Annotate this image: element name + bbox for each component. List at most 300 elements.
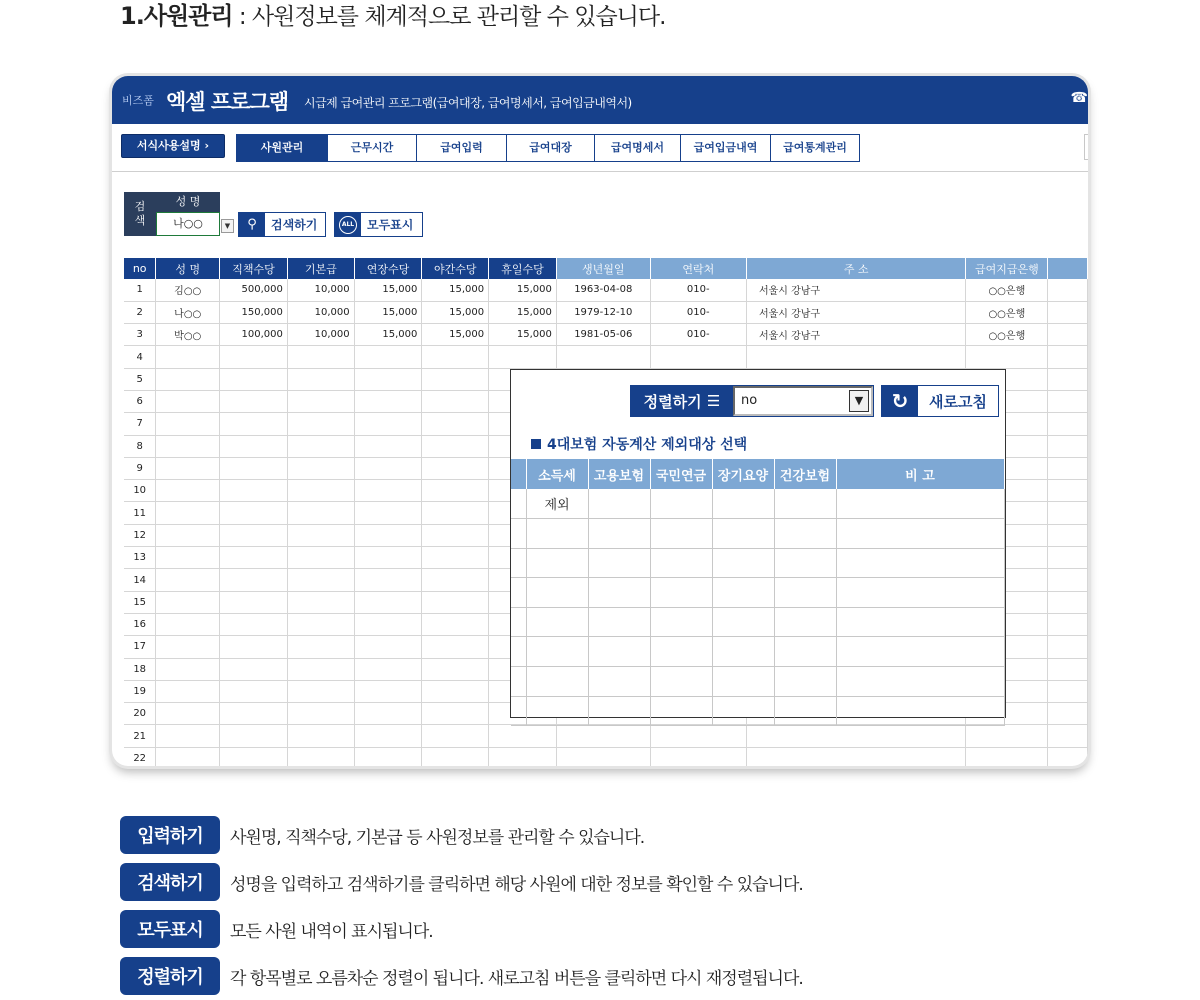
insurance-spacer-cell[interactable] [511, 489, 526, 519]
empty-cell[interactable] [422, 703, 489, 725]
empty-cell[interactable] [354, 368, 422, 390]
insurance-cell[interactable] [526, 578, 588, 608]
empty-cell[interactable] [156, 725, 220, 747]
table-row[interactable] [124, 279, 1088, 301]
tab-salary-input[interactable]: 급여입력 [417, 135, 507, 161]
insurance-cell[interactable] [588, 696, 650, 726]
empty-cell[interactable] [354, 524, 422, 546]
insurance-cell[interactable] [588, 489, 650, 519]
insurance-cell[interactable] [774, 519, 836, 549]
insurance-row[interactable] [511, 519, 1004, 549]
empty-cell[interactable] [156, 390, 220, 412]
empty-cell[interactable] [220, 547, 288, 569]
empty-cell[interactable] [287, 368, 354, 390]
insurance-row[interactable] [511, 607, 1004, 637]
insurance-cell[interactable] [836, 607, 1004, 637]
cell-no[interactable]: 10 [124, 480, 156, 502]
empty-cell[interactable] [650, 346, 746, 368]
insurance-cell[interactable] [588, 637, 650, 667]
empty-cell[interactable] [489, 725, 557, 747]
chevron-down-icon[interactable]: ▼ [221, 219, 234, 233]
cell-no[interactable]: 4 [124, 346, 156, 368]
cell-bank[interactable]: ○○은행 [966, 324, 1048, 346]
empty-cell[interactable] [220, 480, 288, 502]
empty-cell[interactable] [287, 703, 354, 725]
empty-cell[interactable] [556, 747, 650, 766]
empty-cell[interactable] [287, 413, 354, 435]
cell-no[interactable]: 5 [124, 368, 156, 390]
insurance-spacer-cell[interactable] [511, 607, 526, 637]
empty-cell[interactable] [156, 457, 220, 479]
search-side-label [124, 192, 156, 236]
cell-name[interactable]: 박○○ [156, 324, 220, 346]
title-bar [112, 76, 1088, 124]
heading-title: 1.사원관리 [120, 2, 233, 30]
insurance-cell[interactable] [774, 607, 836, 637]
insurance-cell[interactable] [836, 578, 1004, 608]
empty-cell[interactable] [422, 747, 489, 766]
dropdown-arrow-icon[interactable]: ▼ [849, 390, 869, 412]
insurance-cell[interactable] [650, 489, 712, 519]
cell-holiday[interactable]: 15,000 [489, 324, 557, 346]
table-row[interactable] [124, 725, 1088, 747]
cell-bank[interactable]: ○○은행 [966, 301, 1048, 323]
insurance-cell[interactable] [712, 489, 774, 519]
empty-cell[interactable] [156, 480, 220, 502]
cell-address[interactable]: 서울시 강남구 [746, 324, 966, 346]
tab-statistics[interactable]: 급여통계관리 [771, 135, 859, 161]
empty-cell[interactable] [1048, 413, 1088, 435]
cell-extra[interactable] [1048, 324, 1088, 346]
empty-cell[interactable] [354, 435, 422, 457]
tab-payslip[interactable]: 급여명세서 [595, 135, 681, 161]
insurance-cell[interactable] [712, 519, 774, 549]
empty-cell[interactable] [422, 591, 489, 613]
insurance-cell[interactable] [712, 667, 774, 697]
table-row[interactable] [124, 747, 1088, 766]
insurance-cell[interactable] [712, 607, 774, 637]
insurance-cell[interactable] [836, 519, 1004, 549]
cell-contact[interactable]: 010- [650, 301, 746, 323]
empty-cell[interactable] [287, 480, 354, 502]
empty-cell[interactable] [354, 413, 422, 435]
cell-no[interactable]: 8 [124, 435, 156, 457]
toolbar-scroll [1084, 134, 1088, 160]
empty-cell[interactable] [422, 502, 489, 524]
table-row[interactable] [124, 324, 1088, 346]
cell-position-allowance[interactable]: 100,000 [220, 324, 288, 346]
cell-no[interactable]: 12 [124, 524, 156, 546]
empty-cell[interactable] [422, 457, 489, 479]
empty-cell[interactable] [287, 636, 354, 658]
empty-cell[interactable] [287, 591, 354, 613]
cell-no[interactable]: 3 [124, 324, 156, 346]
empty-cell[interactable] [650, 747, 746, 766]
empty-cell[interactable] [220, 368, 288, 390]
empty-cell[interactable] [966, 747, 1048, 766]
cell-no[interactable]: 13 [124, 547, 156, 569]
insurance-cell[interactable] [526, 637, 588, 667]
table-row[interactable] [124, 301, 1088, 323]
empty-cell[interactable] [156, 502, 220, 524]
empty-cell[interactable] [220, 457, 288, 479]
empty-cell[interactable] [1048, 346, 1088, 368]
table-row[interactable] [124, 346, 1088, 368]
insurance-cell[interactable] [712, 637, 774, 667]
insurance-cell[interactable] [774, 696, 836, 726]
empty-cell[interactable] [287, 613, 354, 635]
empty-cell[interactable] [156, 435, 220, 457]
col-header-name[interactable]: 성 명 [156, 258, 220, 279]
empty-cell[interactable] [1048, 502, 1088, 524]
empty-cell[interactable] [287, 524, 354, 546]
empty-cell[interactable] [422, 368, 489, 390]
cell-bank[interactable]: ○○은행 [966, 279, 1048, 301]
cell-no[interactable]: 22 [124, 747, 156, 766]
empty-cell[interactable] [287, 390, 354, 412]
sort-select[interactable] [733, 386, 873, 416]
page-heading [120, 0, 665, 36]
empty-cell[interactable] [354, 658, 422, 680]
col-header-holiday[interactable]: 휴일수당 [489, 258, 557, 279]
insurance-cell[interactable] [650, 696, 712, 726]
legend-search-desc: 성명을 입력하고 검색하기를 클릭하면 해당 사원에 대한 정보를 확인할 수 있습니다. [230, 874, 803, 895]
empty-cell[interactable] [746, 725, 966, 747]
cell-position-allowance[interactable]: 500,000 [220, 279, 288, 301]
empty-cell[interactable] [354, 591, 422, 613]
empty-cell[interactable] [220, 569, 288, 591]
cell-overtime[interactable]: 15,000 [354, 324, 422, 346]
col-header-birthdate[interactable]: 생년월일 [556, 258, 650, 279]
insurance-cell[interactable] [588, 607, 650, 637]
empty-cell[interactable] [1048, 569, 1088, 591]
tab-worktime[interactable]: 근무시간 [328, 135, 417, 161]
insurance-cell[interactable] [588, 548, 650, 578]
cell-night[interactable]: 15,000 [422, 279, 489, 301]
cell-base-pay[interactable]: 10,000 [287, 324, 354, 346]
empty-cell[interactable] [156, 658, 220, 680]
empty-cell[interactable] [1048, 636, 1088, 658]
col-header-position-allowance[interactable]: 직책수당 [220, 258, 288, 279]
cell-no[interactable]: 20 [124, 703, 156, 725]
cell-extra[interactable] [1048, 301, 1088, 323]
empty-cell[interactable] [1048, 547, 1088, 569]
empty-cell[interactable] [489, 346, 557, 368]
empty-cell[interactable] [156, 703, 220, 725]
empty-cell[interactable] [422, 658, 489, 680]
empty-cell[interactable] [354, 636, 422, 658]
insurance-spacer-cell[interactable] [511, 696, 526, 726]
empty-cell[interactable] [354, 480, 422, 502]
insurance-col-employment: 고용보험 [588, 459, 650, 489]
empty-cell[interactable] [220, 435, 288, 457]
empty-cell[interactable] [422, 613, 489, 635]
cell-no[interactable]: 14 [124, 569, 156, 591]
empty-cell[interactable] [422, 569, 489, 591]
insurance-cell[interactable] [836, 667, 1004, 697]
empty-cell[interactable] [287, 747, 354, 766]
insurance-cell[interactable] [526, 607, 588, 637]
cell-extra[interactable] [1048, 279, 1088, 301]
empty-cell[interactable] [220, 346, 288, 368]
insurance-cell[interactable] [526, 548, 588, 578]
insurance-col-note: 비 고 [836, 459, 1004, 489]
search-button[interactable] [238, 212, 326, 237]
cell-address[interactable]: 서울시 강남구 [746, 301, 966, 323]
empty-cell[interactable] [489, 747, 557, 766]
empty-cell[interactable] [287, 346, 354, 368]
insurance-row[interactable] [511, 489, 1004, 519]
empty-cell[interactable] [354, 569, 422, 591]
empty-cell[interactable] [156, 636, 220, 658]
empty-cell[interactable] [354, 457, 422, 479]
empty-cell[interactable] [156, 413, 220, 435]
empty-cell[interactable] [422, 480, 489, 502]
insurance-cell[interactable] [712, 548, 774, 578]
col-header-bank[interactable]: 급여지급은행 [966, 258, 1048, 279]
empty-cell[interactable] [422, 636, 489, 658]
empty-cell[interactable] [287, 435, 354, 457]
insurance-cell[interactable] [774, 548, 836, 578]
insurance-row[interactable] [511, 667, 1004, 697]
cell-no[interactable]: 16 [124, 613, 156, 635]
empty-cell[interactable] [1048, 480, 1088, 502]
empty-cell[interactable] [287, 658, 354, 680]
cell-no[interactable]: 17 [124, 636, 156, 658]
insurance-cell[interactable] [712, 696, 774, 726]
insurance-cell[interactable]: 제외 [526, 489, 588, 519]
col-header-night[interactable]: 야간수당 [422, 258, 489, 279]
sort-button[interactable] [631, 386, 733, 416]
cell-position-allowance[interactable]: 150,000 [220, 301, 288, 323]
empty-cell[interactable] [354, 346, 422, 368]
insurance-cell[interactable] [774, 667, 836, 697]
legend-search [120, 863, 803, 901]
insurance-cell[interactable] [774, 578, 836, 608]
empty-cell[interactable] [422, 547, 489, 569]
empty-cell[interactable] [354, 547, 422, 569]
insurance-cell[interactable] [588, 578, 650, 608]
cell-no[interactable]: 9 [124, 457, 156, 479]
empty-cell[interactable] [354, 390, 422, 412]
empty-cell[interactable] [354, 703, 422, 725]
legend-sort-desc: 각 항목별로 오름차순 정렬이 됩니다. 새로고침 버튼을 클릭하면 다시 재정렬됩니다. [230, 968, 803, 989]
empty-cell[interactable] [220, 747, 288, 766]
cell-overtime[interactable]: 15,000 [354, 301, 422, 323]
empty-cell[interactable] [220, 680, 288, 702]
insurance-cell[interactable] [836, 696, 1004, 726]
insurance-spacer-cell[interactable] [511, 667, 526, 697]
col-header-address[interactable]: 주 소 [746, 258, 966, 279]
empty-cell[interactable] [650, 725, 746, 747]
insurance-cell[interactable] [836, 548, 1004, 578]
empty-cell[interactable] [220, 591, 288, 613]
insurance-cell[interactable] [650, 578, 712, 608]
tab-payroll[interactable]: 급여대장 [507, 135, 595, 161]
empty-cell[interactable] [422, 346, 489, 368]
tab-deposit[interactable]: 급여입금내역 [681, 135, 771, 161]
empty-cell[interactable] [287, 725, 354, 747]
insurance-spacer-cell[interactable] [511, 578, 526, 608]
empty-cell[interactable] [220, 658, 288, 680]
insurance-row[interactable] [511, 578, 1004, 608]
empty-cell[interactable] [354, 680, 422, 702]
empty-cell[interactable] [156, 613, 220, 635]
empty-cell[interactable] [156, 524, 220, 546]
insurance-cell[interactable] [526, 519, 588, 549]
insurance-cell[interactable] [650, 548, 712, 578]
empty-cell[interactable] [220, 703, 288, 725]
col-header-base-pay[interactable]: 기본급 [287, 258, 354, 279]
empty-cell[interactable] [1048, 680, 1088, 702]
empty-cell[interactable] [1048, 703, 1088, 725]
insurance-col-pension: 국민연금 [650, 459, 712, 489]
empty-cell[interactable] [156, 680, 220, 702]
empty-cell[interactable] [287, 457, 354, 479]
empty-cell[interactable] [1048, 747, 1088, 766]
insurance-row[interactable] [511, 696, 1004, 726]
insurance-row[interactable] [511, 548, 1004, 578]
empty-cell[interactable] [220, 413, 288, 435]
insurance-cell[interactable] [588, 519, 650, 549]
col-header-contact[interactable]: 연락처 [650, 258, 746, 279]
cell-no[interactable]: 2 [124, 301, 156, 323]
empty-cell[interactable] [1048, 435, 1088, 457]
empty-cell[interactable] [354, 613, 422, 635]
show-all-button[interactable] [334, 212, 423, 237]
cell-base-pay[interactable]: 10,000 [287, 279, 354, 301]
col-header-overtime[interactable]: 연장수당 [354, 258, 422, 279]
empty-cell[interactable] [1048, 613, 1088, 635]
tab-employee[interactable]: 사원관리 [237, 135, 328, 161]
insurance-cell[interactable] [774, 489, 836, 519]
insurance-cell[interactable] [526, 667, 588, 697]
empty-cell[interactable] [1048, 591, 1088, 613]
refresh-button[interactable] [881, 385, 999, 417]
cell-no[interactable]: 1 [124, 279, 156, 301]
empty-cell[interactable] [422, 524, 489, 546]
empty-cell[interactable] [220, 524, 288, 546]
empty-cell[interactable] [746, 346, 966, 368]
cell-contact[interactable]: 010- [650, 279, 746, 301]
cell-no[interactable]: 7 [124, 413, 156, 435]
cell-holiday[interactable]: 15,000 [489, 301, 557, 323]
empty-cell[interactable] [966, 725, 1048, 747]
empty-cell[interactable] [354, 725, 422, 747]
cell-contact[interactable]: 010- [650, 324, 746, 346]
cell-no[interactable]: 21 [124, 725, 156, 747]
empty-cell[interactable] [1048, 457, 1088, 479]
cell-holiday[interactable]: 15,000 [489, 279, 557, 301]
square-bullet-icon [531, 439, 541, 449]
cell-birthdate[interactable]: 1963-04-08 [556, 279, 650, 301]
insurance-cell[interactable] [588, 667, 650, 697]
cell-address[interactable]: 서울시 강남구 [746, 279, 966, 301]
empty-cell[interactable] [556, 346, 650, 368]
search-button-label: 검색하기 [271, 218, 318, 232]
cell-birthdate[interactable]: 1979-12-10 [556, 301, 650, 323]
cell-name[interactable]: 김○○ [156, 279, 220, 301]
empty-cell[interactable] [156, 368, 220, 390]
insurance-row[interactable] [511, 637, 1004, 667]
all-icon-wrap [335, 213, 361, 236]
cell-no[interactable]: 15 [124, 591, 156, 613]
insurance-cell[interactable] [650, 607, 712, 637]
brand-label: 비즈폼 [122, 94, 154, 107]
empty-cell[interactable] [1048, 725, 1088, 747]
cell-overtime[interactable]: 15,000 [354, 279, 422, 301]
col-header-no[interactable]: no [124, 258, 156, 279]
cell-no[interactable]: 6 [124, 390, 156, 412]
empty-cell[interactable] [156, 747, 220, 766]
empty-cell[interactable] [287, 547, 354, 569]
empty-cell[interactable] [220, 613, 288, 635]
empty-cell[interactable] [1048, 658, 1088, 680]
empty-cell[interactable] [1048, 390, 1088, 412]
cell-birthdate[interactable]: 1981-05-06 [556, 324, 650, 346]
insurance-spacer-cell[interactable] [511, 637, 526, 667]
empty-cell[interactable] [966, 346, 1048, 368]
insurance-spacer-cell[interactable] [511, 519, 526, 549]
cell-no[interactable]: 18 [124, 658, 156, 680]
insurance-exclusion-table [511, 459, 1005, 726]
empty-cell[interactable] [1048, 368, 1088, 390]
empty-cell[interactable] [556, 725, 650, 747]
insurance-cell[interactable] [650, 637, 712, 667]
empty-cell[interactable] [354, 502, 422, 524]
empty-cell[interactable] [422, 725, 489, 747]
cell-base-pay[interactable]: 10,000 [287, 301, 354, 323]
cell-night[interactable]: 15,000 [422, 324, 489, 346]
empty-cell[interactable] [287, 569, 354, 591]
tab-bar [236, 134, 860, 162]
empty-cell[interactable] [287, 502, 354, 524]
insurance-cell[interactable] [650, 667, 712, 697]
insurance-cell[interactable] [650, 519, 712, 549]
empty-cell[interactable] [422, 680, 489, 702]
insurance-cell[interactable] [774, 637, 836, 667]
insurance-body [511, 489, 1004, 726]
empty-cell[interactable] [746, 747, 966, 766]
howto-button[interactable] [121, 134, 225, 158]
insurance-spacer-cell[interactable] [511, 548, 526, 578]
empty-cell[interactable] [156, 547, 220, 569]
empty-cell[interactable] [220, 636, 288, 658]
toolbar [112, 124, 1088, 172]
cell-night[interactable]: 15,000 [422, 301, 489, 323]
empty-cell[interactable] [287, 680, 354, 702]
empty-cell[interactable] [422, 435, 489, 457]
empty-cell[interactable] [220, 502, 288, 524]
empty-cell[interactable] [1048, 524, 1088, 546]
empty-cell[interactable] [422, 390, 489, 412]
empty-cell[interactable] [422, 413, 489, 435]
empty-cell[interactable] [220, 725, 288, 747]
cell-no[interactable]: 11 [124, 502, 156, 524]
empty-cell[interactable] [354, 747, 422, 766]
search-name-input[interactable]: 나○○ [156, 212, 220, 236]
insurance-cell[interactable] [526, 696, 588, 726]
cell-name[interactable]: 나○○ [156, 301, 220, 323]
insurance-cell[interactable] [836, 637, 1004, 667]
empty-cell[interactable] [156, 569, 220, 591]
empty-cell[interactable] [156, 346, 220, 368]
empty-cell[interactable] [156, 591, 220, 613]
empty-cell[interactable] [220, 390, 288, 412]
insurance-cell[interactable] [836, 489, 1004, 519]
cell-no[interactable]: 19 [124, 680, 156, 702]
insurance-cell[interactable] [712, 578, 774, 608]
